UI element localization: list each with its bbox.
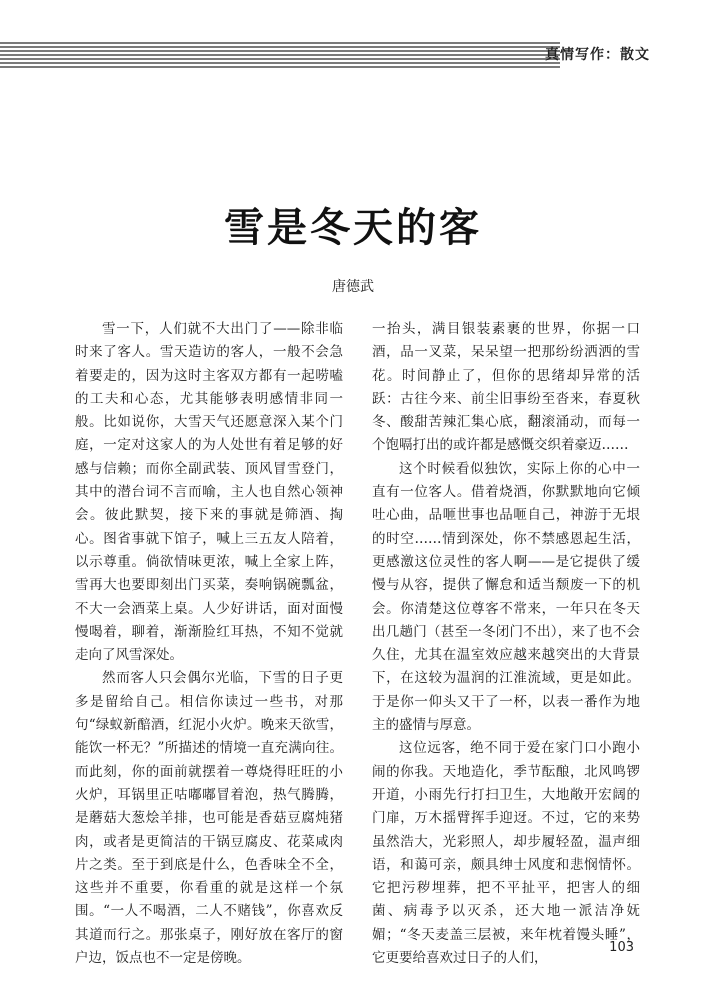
paragraph: 然而客人只会偶尔光临，下雪的日子更多是留给自己。相信你读过一些书，对那句“绿蚁新醅酒，红泥小火炉。晚来天欲雪，能饮一杯无？”所描述的情境一直充满向往。而此刻，你的面前就摆着一尊烧得旺旺的小火炉，耳锅里正咕嘟嘟冒着泡，热气腾腾，是蘑菇大葱烩羊排，也可能是香菇豆腐炖猪肉，或者是更简洁的干锅豆腐皮、花菜咸肉片之类。至于到底是什么，色香味全不全，这些并不重要，你看重的就是这样一个氛围。“一人不喝酒，二人不赌钱”，你喜欢反其道而行之。那张桌子，刚好放在客厅的窗户边，饭点也不一定是傍晚。 <box>75 670 343 967</box>
paragraph: 这位远客，绝不同于爱在家门口小跑小闹的你我。天地造化，季节酝酿，北风鸣锣开道，小雨先行打扫卫生，大地敞开宏阔的门扉，万木摇臂挥手迎迓。不过，它的来势虽然浩大，光彩照人，却步履轻盈，温声细语，和蔼可亲，颇具绅士风度和悲悯情怀。它把污秽埋葬，把不平扯平，把害人的细菌、病毒予以灭杀，还大地一派洁净妩媚；“冬天麦盖三层被，来年枕着馒头睡”，它更要给喜欢过日子的人们， <box>372 740 640 967</box>
left-column <box>75 318 343 970</box>
paragraph: 雪一下，人们就不大出门了——除非临时来了客人。雪天造访的客人，一般不会急着要走的，因为这时主客双方都有一起唠嗑的工夫和心态，尤其能够表明感情非同一般。比如说你，大雪天气还愿意深入某个门庭，一定对这家人的为人处世有着足够的好感与信赖；而你全副武装、顶风冒雪登门，其中的潜台词不言而喻，主人也自然心领神会。彼此默契，接下来的事就是筛酒、掏心。图省事就下馆子，喊上三五友人陪着，以示尊重。倘欲情味更浓，喊上全家上阵，雪再大也要即刻出门买菜，奏响锅碗瓢盆，不大一会酒菜上桌。人少好讲话，面对面慢慢喝着，聊着，渐渐脸红耳热，不知不觉就走向了风雪深处。 <box>75 321 343 664</box>
section-label: 真情写作：散文 <box>545 47 650 63</box>
paragraph: 这个时候看似独饮，实际上你的心中一直有一位客人。借着烧酒，你默默地向它倾吐心曲，品咂世事也品咂自己，神游于无垠的时空……情到深处，你不禁感恩起生活，更感激这位灵性的客人啊——是它提供了缓慢与从容，提供了懈怠和适当颓废一下的机会。你清楚这位尊客不常来，一年只在冬天出几趟门（甚至一冬闭门不出），来了也不会久住，尤其在温室效应越来越突出的大背景下，在这较为温润的江淮流域，更是如此。于是你一仰头又干了一杯，以表一番作为地主的盛情与厚意。 <box>372 460 640 734</box>
header-bar <box>0 42 706 68</box>
article-author: 唐德武 <box>332 279 374 295</box>
paragraph-continuation: 一抬头，满目银装素裹的世界，你据一口酒，品一叉菜，呆呆望一把那纷纷洒洒的雪花。时间静止了，但你的思绪却异常的活跃：古往今来、前尘旧事纷至沓来，春夏秋冬、酸甜苦辣汇集心底，翻滚涌动，而每一个饱嗝打出的或许都是感慨交织着豪迈…… <box>372 321 640 454</box>
right-column <box>372 318 640 970</box>
article-title: 雪是冬天的客 <box>224 204 482 251</box>
header-stripes <box>0 42 560 68</box>
page-number: 103 <box>609 940 634 955</box>
